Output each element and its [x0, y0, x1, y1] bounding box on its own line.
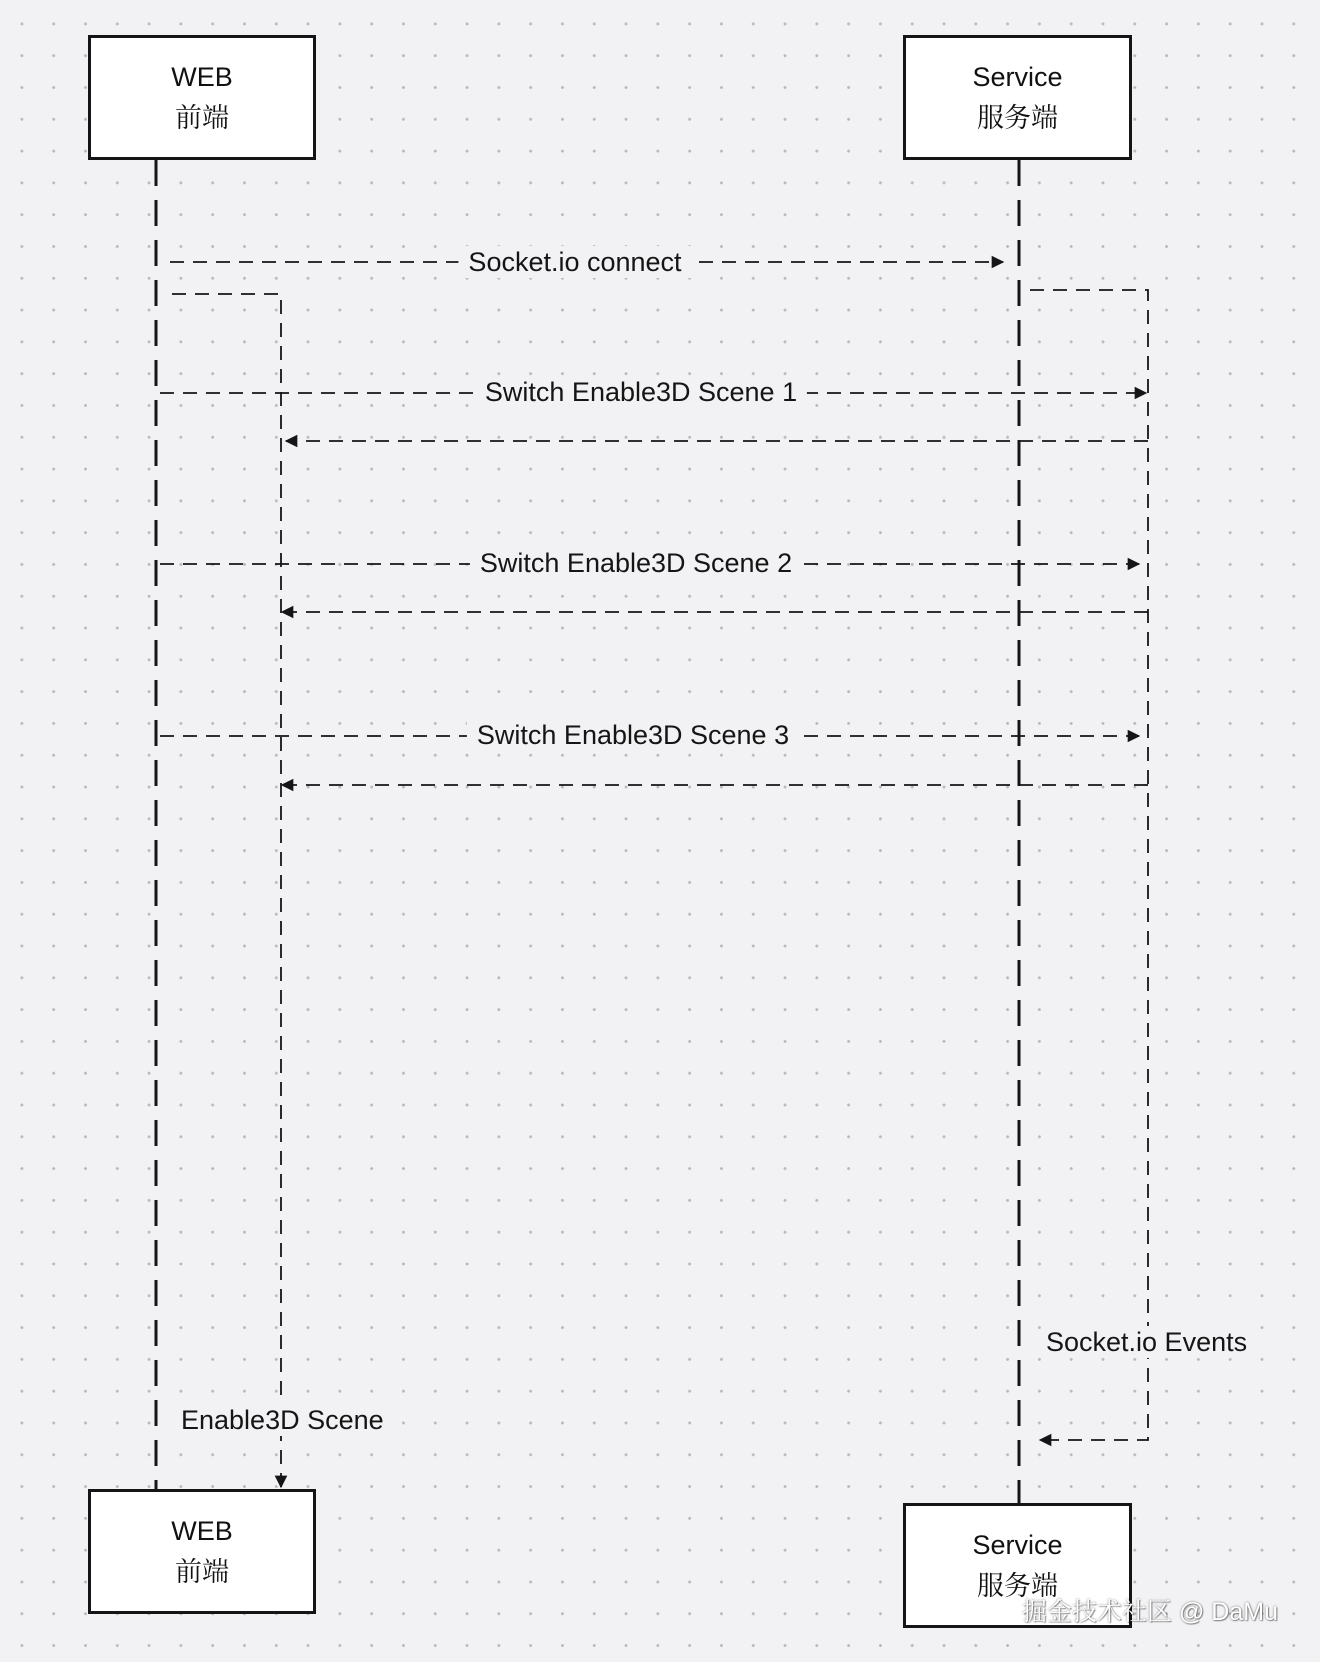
web-participant-subtitle: 前端 [175, 102, 229, 133]
message-label-scene-2: Switch Enable3D Scene 2 [470, 547, 802, 579]
service-participant-top [903, 35, 1132, 160]
service-participant-name: Service [972, 61, 1063, 92]
service-loop-label: Socket.io Events [1042, 1326, 1251, 1358]
web-participant-name: WEB [171, 1515, 233, 1546]
message-label-scene-1: Switch Enable3D Scene 1 [475, 376, 807, 408]
web-participant-bottom [88, 1489, 316, 1614]
web-self-loop [172, 294, 281, 1487]
service-self-loop [1030, 290, 1148, 1440]
service-participant-subtitle: 服务端 [977, 102, 1058, 133]
web-loop-label: Enable3D Scene [177, 1404, 388, 1436]
watermark: 掘金技术社区 @ DaMu [1022, 1598, 1278, 1626]
web-participant-subtitle: 前端 [175, 1556, 229, 1587]
web-participant-top [88, 35, 316, 160]
service-participant-subtitle: 服务端 [977, 1570, 1058, 1601]
web-participant-name: WEB [171, 61, 233, 92]
message-label-scene-3: Switch Enable3D Scene 3 [467, 719, 799, 751]
message-label-connect: Socket.io connect [458, 246, 691, 278]
service-participant-name: Service [972, 1529, 1063, 1560]
